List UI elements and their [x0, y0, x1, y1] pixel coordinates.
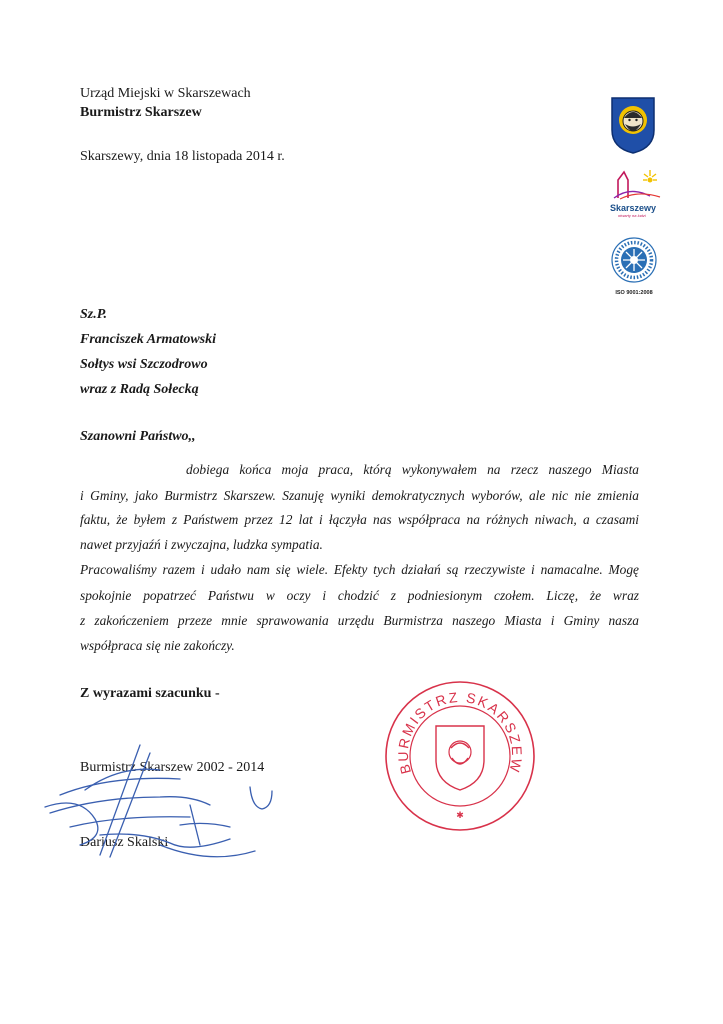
office-name: Urząd Miejski w Skarszewach [80, 86, 251, 101]
official-stamp [382, 678, 538, 834]
closing-phrase: Z wyrazami szacunku - [80, 686, 220, 701]
iso-label: ISO 9001:2008 [615, 290, 653, 296]
mayor-title: Burmistrz Skarszew [80, 105, 202, 120]
recipient-role: Sołtys wsi Szczodrowo [80, 357, 208, 372]
stamp-text: BURMISTRZ SKARSZEW [394, 688, 526, 776]
body-line: współpraca się nie zakończy. [80, 638, 235, 653]
signatory-role: Burmistrz Skarszew 2002 - 2014 [80, 760, 265, 775]
handwritten-signature [40, 735, 280, 865]
signatory-name: Dariusz Skalski [80, 835, 169, 850]
letter-date: Skarszewy, dnia 18 listopada 2014 r. [80, 149, 285, 164]
body-line: Pracowaliśmy razem i udało nam się wiele. Efekty tych działań są rzeczywiste i namacalne. Mogę [80, 562, 639, 577]
body-line: spokojnie popatrzeć Państwu w oczy i chodzić z podniesionym czołem. Liczę, że wraz [80, 588, 639, 603]
recipient-council: wraz z Radą Sołecką [80, 382, 199, 397]
body-line: z zakończeniem przeze mnie sprawowania urzędu Burmistrza naszego Miasta i Gminy nasza [80, 613, 639, 628]
svg-text:✱: ✱ [456, 811, 464, 821]
body-line: nawet przyjaźń i zwyczajna, ludzka sympatia. [80, 537, 323, 552]
recipient-line-1: Sz.P. [80, 307, 107, 322]
iso-certificate-logo [608, 236, 660, 296]
town-logo-text: Skarszewy [610, 203, 657, 213]
town-logo-tagline: otwarty na ludzi [618, 213, 646, 218]
recipient-name: Franciszek Armatowski [80, 332, 217, 347]
body-line: faktu, że byłem z Państwem przez 12 lat i łączyła nas współpraca na różnych niwach, a czasami [80, 512, 639, 527]
town-logo-icon [610, 166, 670, 200]
salutation: Szanowni Państwo,, [80, 429, 196, 444]
iso-badge-icon [608, 236, 660, 284]
skarszewy-town-logo [610, 166, 670, 218]
body-line: dobiega końca moja praca, którą wykonywałem na rzecz naszego Miasta [186, 462, 639, 477]
body-line: i Gminy, jako Burmistrz Skarszew. Szanuję wyniki demokratycznych wyborów, ale nic nie zmienia [80, 488, 639, 503]
coat-of-arms-logo [610, 96, 656, 154]
